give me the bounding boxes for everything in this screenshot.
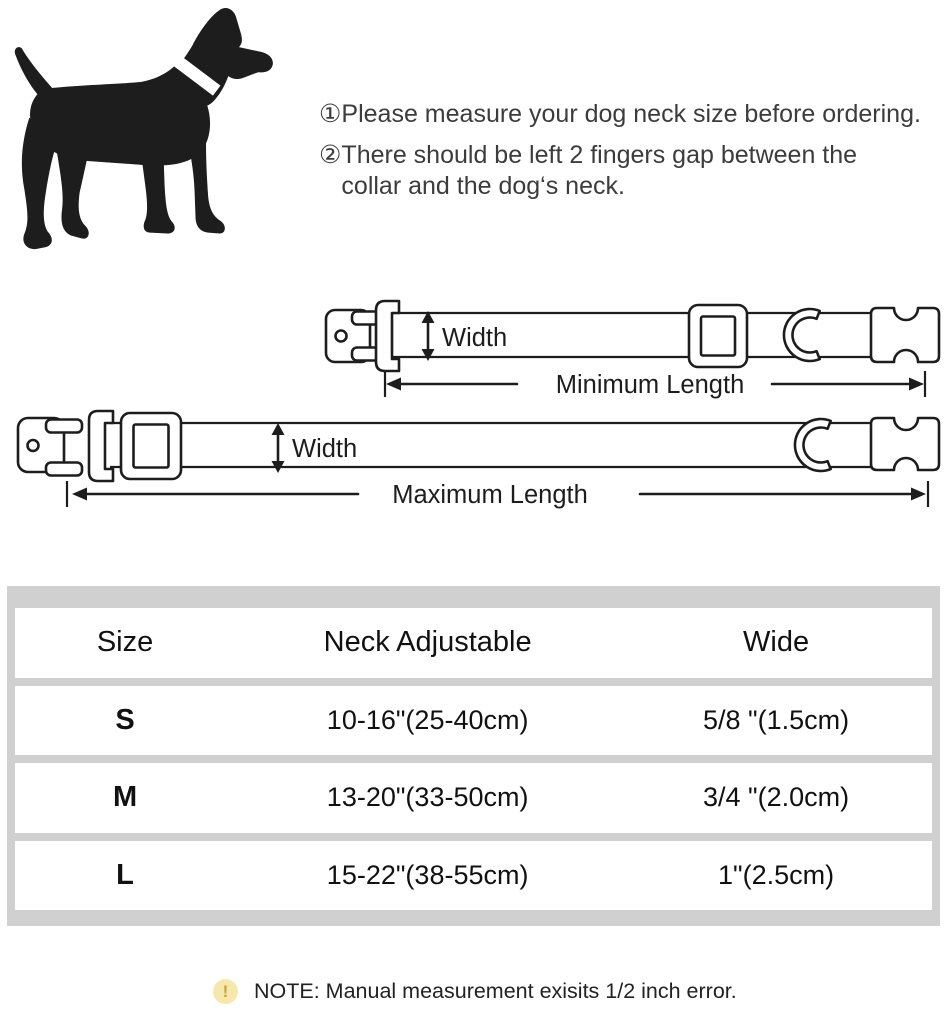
tri-glide-adjuster: [121, 413, 181, 479]
table-row-s: [15, 686, 932, 756]
dog-silhouette-illustration: [10, 4, 295, 266]
tri-glide-adjuster: [689, 305, 747, 367]
neck-value: 15-22"(38-55cm): [326, 859, 529, 890]
size-chart-table: [7, 586, 940, 926]
instruction-2: [319, 140, 944, 202]
table-header-row: [15, 608, 932, 678]
header-size: Size: [96, 626, 154, 659]
dog-body-group: [15, 8, 273, 249]
exclamation-icon: !: [213, 979, 238, 1004]
width-label: Width: [442, 324, 508, 352]
collar-diagram-maximum: [0, 405, 947, 525]
header-wide: Wide: [743, 626, 810, 659]
measurement-note: [213, 979, 737, 1004]
header-neck-adjustable: Neck Adjustable: [323, 626, 532, 659]
table-row-m: [15, 763, 932, 833]
instruction-2-line1: There should be left 2 fingers gap between the: [341, 141, 858, 169]
buckle-male: [871, 418, 939, 470]
d-ring: [784, 309, 820, 361]
instruction-1: [319, 99, 944, 130]
width-arrow: [272, 423, 285, 473]
d-ring: [795, 419, 831, 471]
buckle-female: [18, 411, 113, 481]
width-arrow: [422, 311, 435, 361]
circled-number-2: ②: [319, 141, 342, 169]
instruction-1-text: Please measure your dog neck size before ordering.: [341, 100, 921, 128]
size-value: S: [115, 703, 135, 736]
size-value: M: [112, 781, 138, 814]
note-text: NOTE: Manual measurement exisits 1/2 inch error.: [254, 979, 737, 1003]
size-value: L: [116, 858, 134, 891]
wide-value: 5/8 "(1.5cm): [703, 704, 850, 735]
dog-hind-leg-near: [56, 149, 88, 239]
measuring-instructions: [319, 99, 944, 202]
width-label: Width: [292, 435, 358, 463]
buckle-male: [871, 308, 939, 362]
collar-diagram-minimum: [0, 290, 947, 410]
minimum-length-label: Minimum Length: [555, 371, 745, 399]
collar-strap: [110, 423, 872, 467]
buckle-female: [326, 301, 399, 371]
maximum-length-label: Maximum Length: [392, 481, 588, 509]
instruction-2-text: [341, 140, 857, 202]
table-row-l: [15, 841, 932, 911]
circled-number-1: ①: [319, 100, 342, 128]
neck-value: 13-20"(33-50cm): [326, 782, 529, 813]
wide-value: 1"(2.5cm): [718, 859, 835, 890]
instruction-2-line2: collar and the dog‘s neck.: [341, 172, 625, 200]
dog-front-leg-near: [180, 110, 225, 234]
wide-value: 3/4 "(2.0cm): [703, 782, 850, 813]
neck-value: 10-16"(25-40cm): [326, 704, 529, 735]
